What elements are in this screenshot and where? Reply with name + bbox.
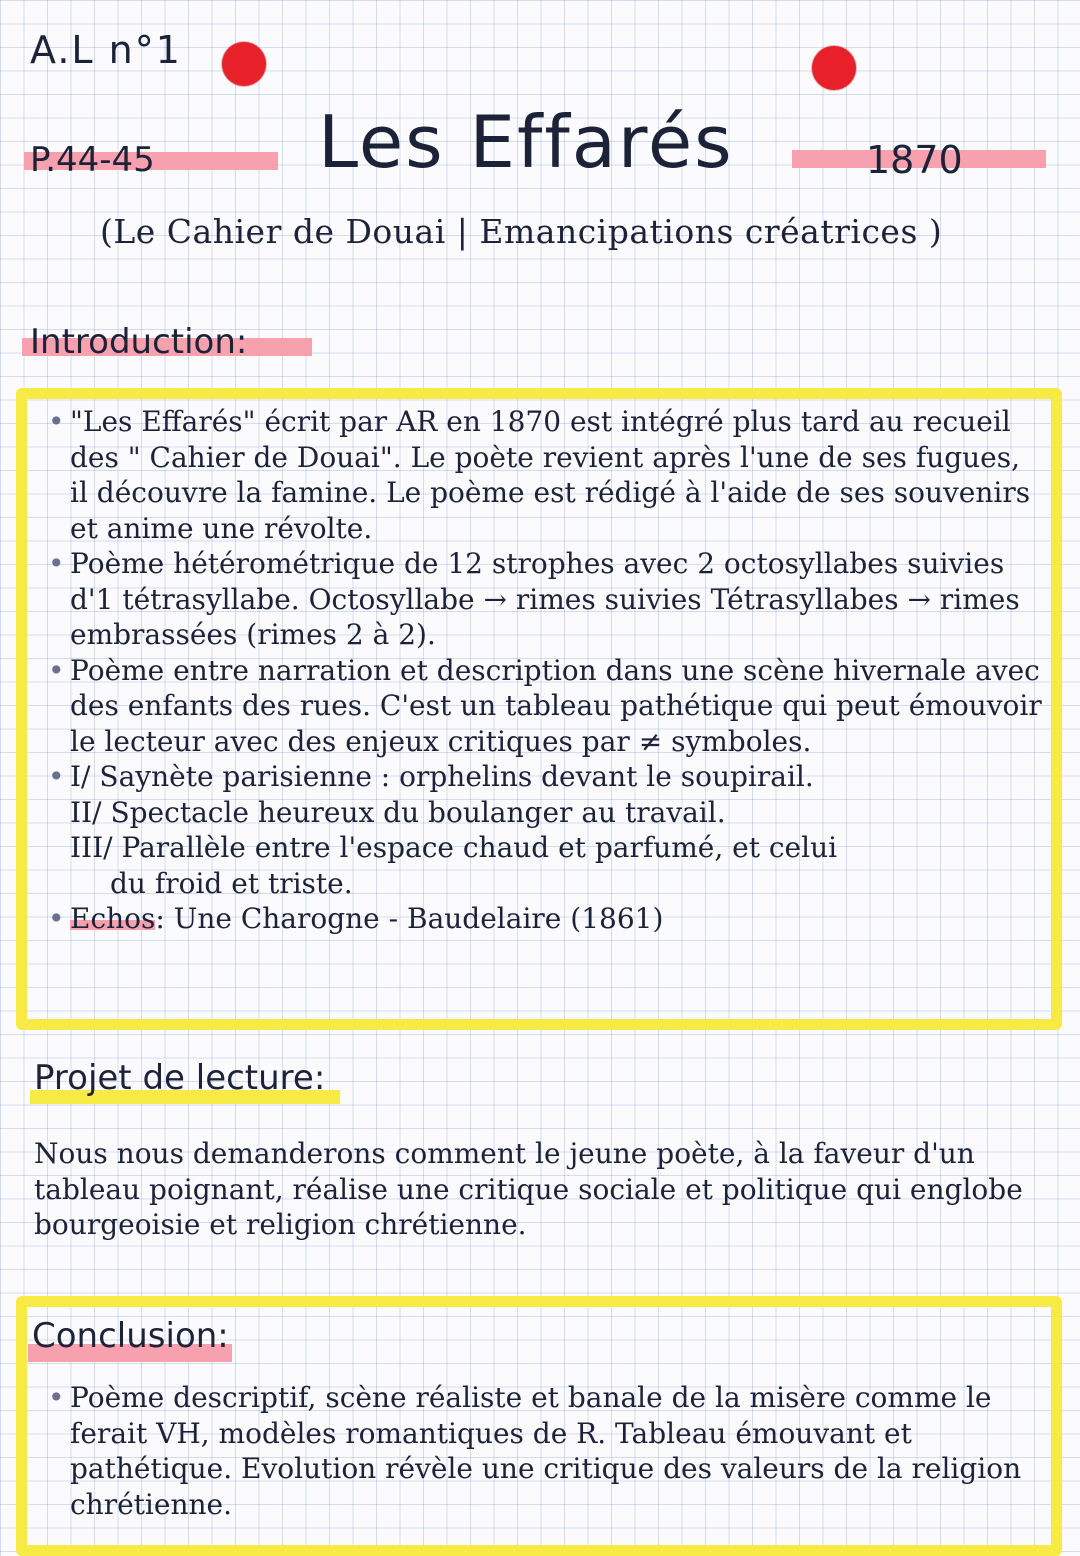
echo-text: : Une Charogne - Baudelaire (1861) (155, 902, 664, 935)
page-title: Les Effarés (318, 100, 734, 184)
red-dot-right (812, 46, 856, 90)
project-heading: Projet de lecture: (34, 1058, 326, 1098)
intro-content (48, 404, 1044, 937)
year: 1870 (866, 138, 963, 182)
conclusion-content (48, 1380, 1044, 1522)
project-text: Nous nous demanderons comment le jeune poète, à la faveur d'un tableau poignant, réalise une critique sociale et politique qui englobe bourgeoisie et religion chrétienne. (34, 1137, 1023, 1241)
intro-bullet-movements (48, 759, 1044, 901)
movement-3-continued: du froid et triste. (110, 866, 353, 900)
movement-1: • I/ Saynète parisienne : orphelins devant le soupirail. (70, 760, 814, 793)
movement-3: III/ Parallèle entre l'espace chaud et parfumé, et celui (70, 831, 838, 864)
collection-subtitle: (Le Cahier de Douai | Emancipations créatrices ) (100, 212, 943, 251)
intro-bullet-form: • Poème hétérométrique de 12 strophes avec 2 octosyllabes suivies d'1 tétrasyllabe. Octosyllabe → rimes suivies Tétrasyllabes → rimes embrassées (rimes 2 à 2). (48, 546, 1044, 653)
intro-bullet-list (48, 404, 1044, 937)
conclusion-bullet: • Poème descriptif, scène réaliste et banale de la misère comme le ferait VH, modèles romantiques de R. Tableau émouvant et pathétique. Evolution révèle une critique des valeurs de la religion chrétienne. (48, 1380, 1044, 1522)
movement-2: II/ Spectacle heureux du boulanger au travail. (70, 795, 726, 829)
intro-bullet-theme: • Poème entre narration et description dans une scène hivernale avec des enfants des rues. C'est un tableau pathétique qui peut émouvoir le lecteur avec des enjeux critiques par ≠ symboles. (48, 653, 1044, 760)
document-label: A.L n°1 (30, 28, 182, 72)
conclusion-heading: Conclusion: (32, 1316, 229, 1356)
intro-heading: Introduction: (30, 322, 248, 362)
red-dot-left (222, 42, 266, 86)
echo-label: Echos (70, 902, 156, 935)
conclusion-bullet-list (48, 1380, 1044, 1522)
page-reference: P.44-45 (30, 140, 155, 180)
intro-bullet-echo (48, 901, 1044, 937)
intro-bullet-context: • "Les Effarés" écrit par AR en 1870 est intégré plus tard au recueil des " Cahier de Douai". Le poète revient après l'une de ses fugues, il découvre la famine. Le poème est rédigé à l'aide de ses souvenirs et anime une révolte. (48, 404, 1044, 546)
